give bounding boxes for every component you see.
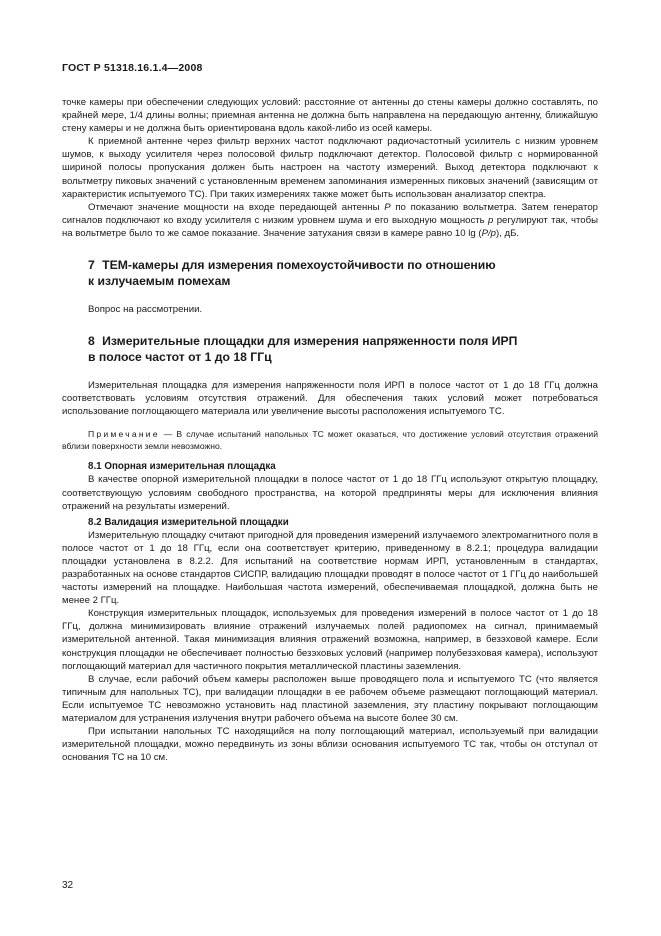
section-7-heading: 7 ТЕМ-камеры для измерения помехоустойчивости по отношению к излучаемым помехам [88, 258, 496, 289]
paragraph-8-2-floor-standing: При испытании напольных ТС находящийся на полу поглощающий материал, используемый при валидации измерительной площадки, можно передвинуть из зоны вблизи основания испытуемого ТС так, чтобы он отступал от основания ТС на 10 см. [62, 726, 598, 764]
paragraph-8-2-construction: Конструкция измерительных площадок, используемых для проведения измерений в полосе частот от 1 до 18 ГГц, должна минимизировать влияние отражений излучаемых полей радиопомех на сигнал, принимаемый измерительной антенной. Такая минимизация влияния отражений возможна, например, в безэховой камере. Если конструкция площадки не обеспечивает полностью безэховых условий (например полубезэховая камера), используют поглощающий материал для частичного покрытия металлической пластины заземления. [62, 608, 598, 672]
paragraph-8-1: В качестве опорной измерительной площадки в полосе частот от 1 до 18 ГГц используют открытую площадку, соответствующую условиям свободного пространства, на которой предприняты меры для исключения влияния отражений на результаты измерений. [62, 474, 598, 512]
paragraph-chamber-conditions: точке камеры при обеспечении следующих условий: расстояние от антенны до стены камеры должно составлять, по крайней мере, 1/4 длины волны; приемная антенна не должна быть направлена на передающую антенну, ближайшую стену камеры и не должна быть ориентирована вдоль какой-либо из осей камеры. [62, 97, 598, 135]
document-page [62, 62, 598, 764]
note: Примечание — В случае испытаний напольных ТС может оказаться, что достижение условий отсутствия отражений вблизи поверхности земли невозможно. [62, 429, 598, 452]
page-number: 32 [62, 880, 74, 891]
subsection-8-2-heading: 8.2 Валидация измерительной площадки [88, 516, 289, 528]
paragraph-section-8-intro: Измерительная площадка для измерения напряженности поля ИРП в полосе частот от 1 до 18 ГГц должна соответствовать условиям отсутствия отражений. Для обеспечения таких условий может потребоваться использование поглощающего материала или увеличение высоты расположения испытуемого ТС. [62, 380, 598, 418]
paragraph-section-7-status: Вопрос на рассмотрении. [88, 304, 203, 316]
paragraph-receiver-setup: К приемной антенне через фильтр верхних частот подключают радиочастотный усилитель с низким уровнем шумов, к выходу усилителя через полосовой фильтр подключают детектор. Полосовой фильтр с нормированной шириной полосы пропускания должен быть настроен на частоту измерений. Выход детектора подключают к вольтметру пиковых значений с установленным временем запоминания измеренных пиковых значений (зависящим от характеристик испытуемого ТС). При таких измерениях также может быть использован анализатор спектра. [62, 136, 598, 200]
section-8-heading: 8 Измерительные площадки для измерения напряженности поля ИРП в полосе частот от 1 до 18 ГГц [88, 334, 518, 365]
paragraph-8-2-criteria: Измерительную площадку считают пригодной для проведения измерений излучаемого электромагнитного поля в полосе частот от 1 до 18 ГГц, если она соответствует критерию, приведенному в 8.2.1; процедура валидации площадки установлена в 8.2.2. Для испытаний на соответствие нормам ИРП, установленным в стандартах, разработанных на основе стандартов СИСПР, валидацию площадки проводят в полосе частот от 1 ГГц до наибольшей частоты измерений на площадке. Наибольшая частота измерений, обеспечиваемая площадкой, должна быть не менее 2 ГГц. [62, 529, 598, 607]
document-header: ГОСТ Р 51318.16.1.4—2008 [62, 62, 203, 74]
paragraph-power-measurement: Отмечают значение мощности на входе передающей антенны P по показанию вольтметра. Затем генератор сигналов подключают ко входу усилителя с низким уровнем шума и его выходную мощность p регулируют так, чтобы на вольтметре было то же самое показание. Значение затухания связи в камере равно 10 lg (P/p), дБ. [62, 201, 599, 239]
subsection-8-1-heading: 8.1 Опорная измерительная площадка [88, 461, 276, 473]
paragraph-8-2-working-volume: В случае, если рабочий объем камеры расположен выше проводящего пола и испытуемого ТС (что является типичным для напольных ТС), при валидации площадки в ее рабочем объеме размещают поглощающий материал. Если испытуемое ТС невозможно установить над пластиной заземления, эту пластину покрывают поглощающим материалом для устранения излучения внутри рабочего объема на высоте более 30 см. [62, 673, 598, 724]
